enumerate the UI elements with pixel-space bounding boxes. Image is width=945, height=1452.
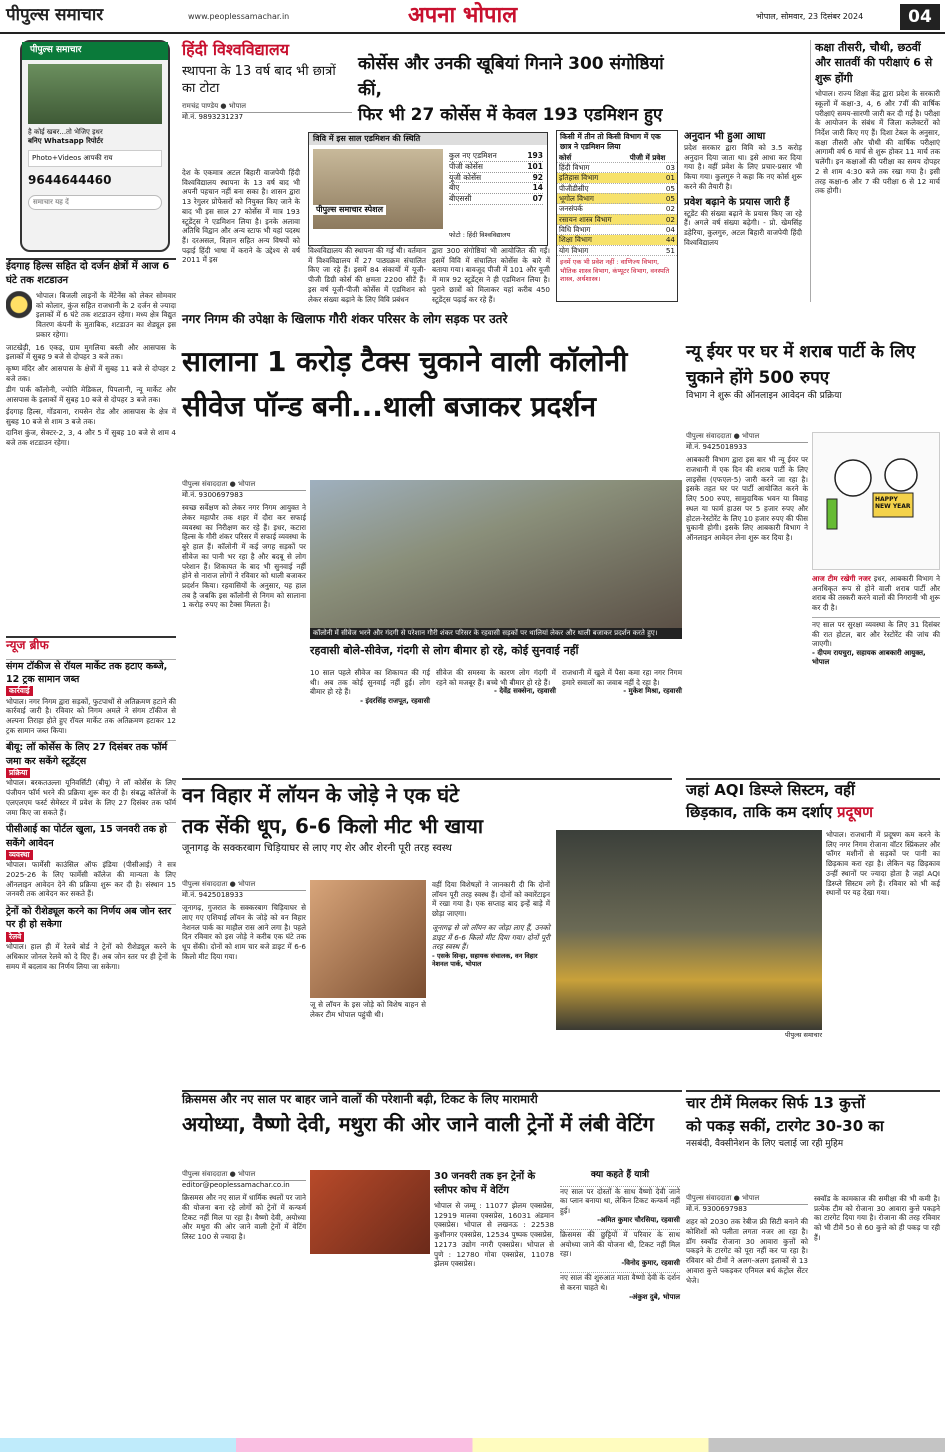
print-color-bar xyxy=(0,1438,945,1452)
dept-value: 04 xyxy=(628,225,677,235)
aqi-photo-credit: पीपुल्स समाचार xyxy=(785,1031,822,1039)
admission-stat-row xyxy=(449,183,543,194)
whatsapp-number: 9644644460 xyxy=(28,172,112,187)
protest-photo xyxy=(310,480,682,632)
stat-label: यूजी कोर्सेस xyxy=(449,172,482,182)
dept-value: 03 xyxy=(628,162,677,172)
liquor-byline: पीपुल्स संवाददाता ● भोपाल xyxy=(686,432,808,443)
section-title: अपना भोपाल xyxy=(408,3,518,28)
colony-kicker-box xyxy=(182,312,672,340)
admission-efforts-body: स्टूडेंट की संख्या बढ़ाने के प्रयास किए जा रहे हैं। अगले वर्ष संख्या बढ़ेगी। - प्रो. खेमसिंह डहेरिया, कुलगुरु, अटल बिहारी वाजपेयी हिंदी विश्वविद्यालय xyxy=(684,208,802,247)
bulb-icon xyxy=(6,291,32,325)
passenger-quote-by: -अंकुश दुबे, भोपाल xyxy=(629,1292,680,1301)
passenger-quotes xyxy=(560,1186,680,1302)
trains-waiting-box xyxy=(434,1170,554,1436)
stat-value: 101 xyxy=(527,161,543,171)
liquor-headline-box xyxy=(686,340,940,430)
page-number: 04 xyxy=(900,4,940,30)
passenger-quotes-title: क्या कहते हैं यात्री xyxy=(590,1170,650,1180)
stat-label: पीजी कोर्सेस xyxy=(449,161,483,171)
lion-side-box xyxy=(432,880,550,1080)
dept-row xyxy=(557,204,677,214)
shutdown-item: दानिश कुंज, सेक्टर-2, 3, 4 और 5 में सुबह 10 बजे से शाम 4 बजे तक शटडाउन रहेगा। xyxy=(6,428,176,448)
passenger-quote-text: नए साल पर दोस्तों के साथ वैष्णो देवी जाने का प्लान बनाया था, लेकिन टिकट कन्फर्म नहीं हुई। xyxy=(560,1186,680,1216)
colony-mob: मो.नं. 9300697983 xyxy=(182,491,244,500)
aqi-headline-red: प्रदूषण xyxy=(837,802,874,821)
admission-stat-row xyxy=(449,173,543,184)
dept-row xyxy=(557,225,677,235)
dept-col-pg: पीजी में प्रवेश xyxy=(628,153,677,163)
shutdown-headline: ईदगाह हिल्स सहित दो दर्जन क्षेत्रों में आज 6 घंटे तक शटडाउन xyxy=(6,261,170,286)
brief-tag: कार्रवाई xyxy=(6,686,33,696)
dept-box-title: किसी में तीन तो किसी विभाग में एक छात्र ने एडमिशन लिया xyxy=(560,132,661,151)
new-year-cartoon xyxy=(812,432,940,570)
protest-caption-box xyxy=(310,628,682,642)
passenger-quote-text: नए साल की शुरुआत माता वैष्णो देवी के दर्शन से करना चाहते थे। xyxy=(560,1273,680,1292)
train-photo xyxy=(310,1170,430,1254)
lion-caption: जू से लॉयन के इस जोड़े को विशेष वाहन से लेकर टीम भोपाल पहुंची थी। xyxy=(310,1000,426,1019)
dept-row xyxy=(557,235,677,245)
shutdown-item: जाटखेड़ी, 16 एकड़, ग्राम मुगलिया बस्ती और आसपास के इलाकों में सुबह 9 बजे से दोपहर 3 बजे तक। xyxy=(6,342,176,362)
hindi-univ-mob: मो.नं. 9893231237 xyxy=(182,112,244,121)
message-input[interactable]: समाचार यह दें xyxy=(28,195,162,210)
dogs-body-2-box xyxy=(814,1194,940,1436)
trains-headline-box xyxy=(182,1090,682,1170)
brief-headline: बीयू: लॉ कोर्सेस के लिए 27 दिसंबर तक फॉर्म जमा कर सकेंगे स्टूडेंट्स xyxy=(6,742,168,767)
dateline: भोपाल, सोमवार, 23 दिसंबर 2024 xyxy=(756,12,864,21)
dept-col-course: कोर्स xyxy=(557,153,628,163)
dept-row xyxy=(557,214,677,224)
trains-headline: अयोध्या, वैष्णो देवी, मथुरा की ओर जाने वाली ट्रेनों में लंबी वेटिंग xyxy=(182,1111,654,1136)
brief-tag: रेलवे xyxy=(6,932,24,942)
liquor-side-by: - दीपम रायचुरा, सहायक आबकारी आयुक्त, भोपाल xyxy=(812,649,926,667)
resident-quotes xyxy=(310,668,682,772)
aqi-body: भोपाल। राजधानी में प्रदूषण कम करने के लिए नगर निगम रोजाना वॉटर स्प्रिंकलर और फॉगर मशीनों से सड़कों पर पानी का छिड़काव करा रहा है। लेकिन यह छिड़काव उन्हीं स्थानों पर ज्यादा होता है जहां AQI डिस्प्ले सिस्टम लगे हैं। रविवार को भी कई स्थानों पर यह देखा गया। xyxy=(826,830,940,898)
lion-photo xyxy=(310,880,426,998)
lion-mob: मो.नं. 9425018933 xyxy=(182,891,244,900)
dept-name: भूगोल विभाग xyxy=(557,193,628,203)
aqi-headline-box xyxy=(686,778,940,824)
hindi-univ-body-1: देश के एकमात्र अटल बिहारी वाजपेयी हिंदी विश्वविद्यालय स्थापना के 13 वर्ष बाद भी अपनी पहचान नहीं बना सका है। शासन द्वारा 13 रेगुलर प्रोफेसरों को नियुक्त किए जाने के बाद भी इस साल 27 कोर्सेस में मात्र 193 स्टूडेंट्स ने एडमिशन लिया है। इनके अलावा अतिथि विद्वान और अन्य स्टाफ भी यहां पदस्थ हैं। दरअसल, विज्ञान सहित अन्य विषयों को पढ़ाई हिंदी भाषा में कराने के उद्देश्य से वर्ष 2011 में इस xyxy=(182,168,300,265)
dogs-headline-box xyxy=(686,1090,940,1200)
dept-note: इनमें एक भी प्रवेश नहीं : वाणिज्य विभाग, भौतिक शास्त्र विभाग, कंप्यूटर विभाग, वनस्पति शास्त्र, अर्थशास्त्र। xyxy=(560,258,670,283)
dept-value: 05 xyxy=(628,193,677,203)
hindi-univ-kicker: हिंदी विश्वविद्यालय xyxy=(182,40,289,59)
admission-stat-row xyxy=(449,162,543,173)
liquor-side-box xyxy=(812,574,940,774)
passenger-quote xyxy=(560,1229,680,1268)
lion-sub: जूनागढ़ के सक्करबाग चिड़ियाघर से लाए गए शेर और शेरनी पूरी तरह स्वस्थ xyxy=(182,843,452,854)
stat-value: 92 xyxy=(532,172,543,182)
dept-value: 05 xyxy=(628,183,677,193)
shutdown-item: ईदगाह हिल्स, गोंडवाना, रायसेन रोड और आसपास के क्षेत्र में सुबह 10 बजे से शाम 3 बजे तक। xyxy=(6,406,176,426)
dept-name: जनसंपर्क xyxy=(557,204,628,214)
dept-row xyxy=(557,162,677,172)
cartoon-illustration xyxy=(813,433,941,543)
admission-efforts-title: प्रवेश बढ़ाने के प्रयास जारी हैं xyxy=(684,196,790,208)
brief-item xyxy=(6,740,176,817)
dept-name: शिक्षा विभाग xyxy=(557,235,628,245)
trains-box-body: भोपाल से जम्मू : 11077 झेलम एक्सप्रेस, 12919 मालवा एक्सप्रेस, 16031 अंडमान एक्सप्रेस। भोपाल से लखनऊ : 22538 कुशीनगर एक्सप्रेस, 12534 पुष्पक एक्सप्रेस, 12173 उद्योग नगरी एक्सप्रेस। भोपाल से पुणे : 12780 गोवा एक्सप्रेस, 11078 झेलम एक्सप्रेस। xyxy=(434,1201,554,1269)
liquor-sub: विभाग ने शुरू की ऑनलाइन आवेदन की प्रक्रिया xyxy=(686,391,842,401)
passenger-quote-by: -अमित कुमार चौरसिया, रहवासी xyxy=(597,1215,680,1224)
colony-byline: पीपुल्स संवाददाता ● भोपाल xyxy=(182,480,306,491)
dogs-body: शहर को 2030 तक रेबीज फ्री सिटी बनाने की कोशिशों को पलीता लगता नजर आ रहा है। डॉग स्क्वॉड रोजाना 30 आवारा कुत्तों को पकड़ने के टारगेट को पूरा नहीं कर पा रहा है। रविवार को टीमों ने अलग-अलग इलाकों से 13 आवारा कुत्ते पकड़कर एनिमल बर्थ कंट्रोल सेंटर भेजे। xyxy=(686,1217,808,1285)
lion-body-box xyxy=(182,880,306,1080)
university-building-photo xyxy=(313,149,443,229)
liquor-mob: मो.नं. 9425018933 xyxy=(686,443,748,452)
lion-headline-1: वन विहार में लॉयन के जोड़े ने एक घंटे xyxy=(182,783,460,807)
dept-table xyxy=(557,153,677,257)
dogs-sub: नसबंदी, वैक्सीनेशन के लिए चलाई जा रही मुहिम xyxy=(686,1138,844,1149)
lion-side-text: वहीं दिया विशेषज्ञों ने जानकारी दी कि दोनों लॉयन पूरी तरह स्वस्थ हैं। दोनों को क्वारेंटाइन में रखा गया है। एक सप्ताह बाद इन्हें बाड़े में छोड़ा जाएगा। xyxy=(432,880,550,919)
liquor-side-note: नए साल पर सुरक्षा व्यवस्था के लिए 31 दिसंबर की रात होटल, बार और रेस्टोरेंट की जांच की जाएगी। xyxy=(812,617,940,649)
passenger-quote-by: -विनोद कुमार, रहवासी xyxy=(621,1259,680,1268)
stat-label: बीए xyxy=(449,183,460,193)
stat-label: कुल नए एडमिशन xyxy=(449,151,497,160)
cartoon-text: इधर, आबकारी विभाग ने अनधिकृत रूप से होने वाली शराब पार्टी और शराब की तस्करी करने वालों की निगरानी भी शुरू कर दी है। xyxy=(812,574,940,613)
colony-body-box xyxy=(182,480,306,640)
dept-value: 02 xyxy=(628,214,677,224)
liquor-body: आबकारी विभाग द्वारा इस बार भी न्यू ईयर पर राजधानी में एक दिन की शराब पार्टी के लिए लाइसेंस (एफएल-5) जारी करने जा रहा है। इसके तहत घर पर पार्टी आयोजित करने के लिए 500 रुपए, सामुदायिक भवन या विवाह स्थल या फार्म हाउस पर 5 हजार रुपए और होटल-रेस्टोरेंट के लिए 10 हजार रुपए की फीस चुकानी होगी। इसके लिए आबकारी विभाग ने ऑनलाइन आवेदन लेना शुरू कर दिया है। xyxy=(686,455,808,542)
brief-item xyxy=(6,822,176,899)
aqi-credit-box xyxy=(556,1030,822,1042)
lion-byline: पीपुल्स संवाददाता ● भोपाल xyxy=(182,880,306,891)
colony-headline-2: सीवेज पॉन्ड बनी...थाली बजाकर प्रदर्शन xyxy=(182,389,597,423)
lion-caption-box xyxy=(310,1000,426,1080)
hindi-univ-headline-1: कोर्सेस और उनकी खूबियां गिनाने 300 संगोष्ठियां कीं, xyxy=(358,54,664,100)
resident-quote xyxy=(310,668,430,772)
trains-body: क्रिसमस और नए साल में धार्मिक स्थलों पर जाने की योजना बना रहे लोगों को ट्रेनों में कन्फर्म टिकट नहीं मिल पा रहा है। वैष्णो देवी, अयोध्या और मथुरा की ओर जाने वाली ट्रेनों में वेटिंग लिस्ट 100 से ज्यादा है। xyxy=(182,1193,306,1242)
dept-row xyxy=(557,193,677,203)
shutdown-list xyxy=(6,343,176,448)
cartoon-title: आज टीम रखेगी नजर xyxy=(812,574,871,583)
exams-body: भोपाल। राज्य शिक्षा केंद्र द्वारा प्रदेश के सरकारी स्कूलों में कक्षा-3, 4, 6 और 7वीं की वार्षिक परीक्षाएं समय-सारणी जारी कर दी गई है। परीक्षा के आयोजन के संबंध में जिला कलेक्टरों को निर्देश जारी किए गए हैं। दिशा टेबल के अनुसार, कक्षा तीसरी और चौथी की वार्षिक परीक्षाएं आगामी वर्ष 6 मार्च से शुरू होकर 11 मार्च तक चलेंगी। इन कक्षाओं की परीक्षा का समय दोपहर 2 से शाम 4:30 बजे तक रखा गया है। इसी तरह कक्षा-6 और 7 की परीक्षा 6 से 12 मार्च तक होगी। xyxy=(815,89,940,196)
cartoon-sign: HAPPY NEW YEAR xyxy=(875,496,911,510)
lion-quote: जूनागढ़ से जो लॉयन का जोड़ा लाए हैं, उनको डाइट में 6-6 किलो मीट दिया गया। दोनों पूरी तरह स्वस्थ हैं। xyxy=(432,922,550,952)
brief-headline: संगम टॉकीज से रॉयल मार्केट तक हटाए कब्जे, 12 ट्रक सामान जब्त xyxy=(6,660,168,685)
news-brief-column xyxy=(6,636,176,1436)
dept-row xyxy=(557,245,677,255)
passenger-quotes-box xyxy=(560,1170,680,1436)
resident-quote-by: - इंदरसिंह राजपूत, रहवासी xyxy=(360,697,430,706)
trains-email[interactable]: editor@peoplessamachar.co.in xyxy=(182,1181,290,1190)
hindi-univ-body-3: द्वारा 300 संगोष्ठियां भी आयोजित की गईं। इसमें विवि में संचालित कोर्सेस के बारे में बताया गया। बावजूद पीजी में 101 और यूजी में मात्र 92 स्टूडेंट्स ने ही एडमिशन लिया है। पुराने छात्रों को मिलाकर यहां करीब 450 स्टूडेंट्स पढ़ाई कर रहे हैं। xyxy=(432,246,550,304)
whatsapp-reporter-ad xyxy=(20,40,170,252)
colony-headline-box xyxy=(182,340,682,470)
passenger-quote xyxy=(560,1272,680,1302)
trains-body-box xyxy=(182,1170,306,1436)
trains-byline: पीपुल्स संवाददाता ● भोपाल xyxy=(182,1170,306,1181)
photo-caption: फोटो : हिंदी विश्वविद्यालय xyxy=(449,231,511,239)
colony-body: स्वच्छ सर्वेक्षण को लेकर नगर निगम आयुक्त ने लेकर महापौर तक शहर में दौरा कर सफाई व्यवस्था का निरीक्षण कर रहे हैं। इधर, कटारा हिल्स के गौरी शंकर परिसर में सफाई व्यवस्था के बुरे हाल हैं। कॉलोनी में कई जगह सड़कों पर सीवेज का पानी भर रहा है और बदबू से लोग परेशान हैं। शिकायत के बाद भी सुनवाई नहीं होने से नाराज लोगों ने रविवार को थाली बजाकर प्रदर्शन किया। रहवासियों के अनुसार, यह हाल तब है जबकि इस कॉलोनी से निगम को सालाना 1 करोड़ रुपए का टैक्स मिलता है। xyxy=(182,503,306,610)
resident-quote-by: - देवेंद्र सक्सेना, रहवासी xyxy=(494,687,556,696)
shutdown-body: भोपाल। बिजली लाइनों के मेंटेनेंस को लेकर सोमवार को कोलार, कुंज सहित राजधानी के 2 दर्जन से ज्यादा इलाकों में 6 घंटे तक शटडाउन रहेगा। मध्य क्षेत्र विद्युत वितरण कंपनी के मुताबिक, शटडाउन का शेड्यूल इस प्रकार रहेगा। xyxy=(36,291,176,339)
ad-photo xyxy=(28,64,162,124)
admission-stats-box xyxy=(308,132,548,246)
resident-quote xyxy=(562,668,682,772)
dept-name: विधि विभाग xyxy=(557,225,628,235)
shutdown-item: कृष्ण मंदिर और आसपास के क्षेत्रों में सुबह 11 बजे से दोपहर 2 बजे तक। xyxy=(6,364,176,383)
resident-quote-text: राजधानी में खुले में पैसा कमा रहा नगर निगम हमारे सवालों का जवाब नहीं दे रहा है। xyxy=(562,668,682,687)
hindi-univ-body-2: विश्वविद्यालय की स्थापना की गई थी। वर्तमान में विश्वविद्यालय में 27 पाठ्यक्रम संचालित किए जा रहे हैं। इसमें 84 संकायों में यूजी-पीजी डिग्री कोर्स की क्षमता 2200 सीटें हैं। इस वर्ष यूजी-पीजी कोर्सेस में एडमिशन को लेकर संख्या बढ़ाने के लिए विवि प्रबंधन xyxy=(308,246,426,304)
stat-value: 14 xyxy=(532,183,543,193)
protest-caption: कॉलोनी में सीवेज भरने और गंदगी से परेशान गौरी शंकर परिसर के रहवासी सड़कों पर थालियां लेकर और थाली बजाकर प्रदर्शन करते हुए। xyxy=(310,628,682,639)
dept-name: इतिहास विभाग xyxy=(557,173,628,183)
resident-quote-text: 10 साल पहले सीवेज का शिकायत की गई थी। अब तक कोई सुनवाई नहीं हुई। लोग बीमार हो रहे हैं। xyxy=(310,668,430,697)
hindi-univ-sub: स्थापना के 13 वर्ष बाद भी छात्रों का टोटा xyxy=(182,63,336,97)
brief-headline: ट्रेनों को रीशेड्यूल करने का निर्णय अब जोन स्तर पर ही हो सकेगा xyxy=(6,906,172,931)
ad-tagline-1: है कोई खबर...तो भेजिए इधर xyxy=(28,127,103,136)
admission-stats-title: विवि में इस साल एडमिशन की स्थिति xyxy=(309,133,547,145)
brief-body: भोपाल। नगर निगम द्वारा सड़कों, फुटपाथों से अतिक्रमण हटाने की कार्रवाई जारी है। रविवार को निगम अमले ने संगम टॉकीज से अल्पना तिराहा होते हुए रॉयल मार्केट तक अतिक्रमण हटाकर 12 ट्रक सामान जब्त किया। xyxy=(6,696,176,735)
resident-quote-by: - मुकेश मिश्रा, रहवासी xyxy=(623,687,682,696)
resident-quote xyxy=(436,668,556,772)
brief-tag: प्रक्रिया xyxy=(6,768,30,778)
passenger-quote xyxy=(560,1186,680,1225)
liquor-headline: न्यू ईयर पर घर में शराब पार्टी के लिए चुकाने होंगे 500 रुपए xyxy=(686,342,916,388)
dogs-body-2: स्क्वॉड के कामकाज की समीक्षा की भी कमी है। प्रत्येक टीम को रोजाना 30 आवारा कुत्ते पकड़ने का टारगेट दिया गया है। रोजाना की तरह रविवार को भी टीमें 50 से 60 कुत्ते को ही पकड़ पा रही हैं। xyxy=(814,1194,940,1242)
hindi-univ-byline: रामचंद्र पाण्डेय ● भोपाल xyxy=(182,102,352,113)
dept-name: रसायन शास्त्र विभाग xyxy=(557,214,628,224)
water-sprinkler-photo xyxy=(556,830,822,1030)
brief-body: भोपाल। बरकतउल्ला यूनिवर्सिटी (बीयू) ने लॉ कोर्सेस के लिए पंजीयन फॉर्म भरने की प्रक्रिया शुरू कर दी है। संबद्ध कॉलेजों के एलएलएम फर्स्ट सेमेस्टर में प्रवेश के लिए 27 दिसंबर तक फॉर्म जमा किए जा सकते हैं। xyxy=(6,778,176,817)
ad-fields: Photo+Videos आपकी राय xyxy=(28,150,162,167)
brief-body: भोपाल। हाल ही में रेलवे बोर्ड ने ट्रेनों को रीशेड्यूल करने के अधिकार जोनल रेलवे को दे दिए हैं। अब जोन स्तर पर ही ट्रेनों के समय में बदलाव का निर्णय लिया जा सकेगा। xyxy=(6,942,176,971)
news-brief-list xyxy=(6,659,176,972)
dept-name: योग विभाग xyxy=(557,245,628,255)
resident-quote-text: सीवेज की समस्या के कारण लोग गंदगी में रहने को मजबूर हैं। बच्चे भी बीमार हो रहे हैं। xyxy=(436,668,556,687)
exams-headline: कक्षा तीसरी, चौथी, छठवीं और सातवीं की परीक्षाएं 6 से शुरू होंगी xyxy=(815,41,933,85)
passenger-quote-text: क्रिसमस की छुट्टियों में परिवार के साथ अयोध्या जाने की योजना थी, टिकट नहीं मिल रहा। xyxy=(560,1229,680,1259)
hindi-univ-headline-2: फिर भी 27 कोर्सेस में केवल 193 एडमिशन हुए xyxy=(358,105,663,125)
dept-value: 02 xyxy=(628,204,677,214)
masthead xyxy=(0,0,945,34)
lion-quote-by: - एसके सिन्हा, सहायक संचालक, वन विहार नेशनल पार्क, भोपाल xyxy=(432,952,538,969)
colony-headline-1: सालाना 1 करोड़ टैक्स चुकाने वाली कॉलोनी xyxy=(182,345,628,378)
exams-story xyxy=(810,40,940,302)
news-brief-title: न्यूज ब्रीफ xyxy=(6,638,49,652)
colony-subhead-box xyxy=(310,644,682,664)
colony-subhead: रहवासी बोले-सीवेज, गंदगी से लोग बीमार हो रहे, कोई सुनवाई नहीं xyxy=(310,644,579,657)
trains-box-title: 30 जनवरी तक इन ट्रेनों के स्लीपर कोच में वेटिंग xyxy=(434,1171,536,1196)
aqi-body-box xyxy=(826,830,940,1040)
shutdown-story xyxy=(6,258,176,630)
admission-stats-list xyxy=(449,151,543,205)
special-badge: पीपुल्स समाचार स्पेशल xyxy=(313,205,386,215)
dept-admission-box xyxy=(556,130,678,302)
ad-tagline-2: बनिए Whatsapp रिपोर्टर xyxy=(28,136,103,145)
aqi-headline-2: छिड़काव, ताकि कम दर्शाए xyxy=(686,802,833,821)
brief-headline: पीसीआई का पोर्टल खुला, 15 जनवरी तक हो सकेंगे आवेदन xyxy=(6,824,167,849)
dogs-byline: पीपुल्स संवाददाता ● भोपाल xyxy=(686,1194,808,1205)
lion-headline-2: तक सेंकी धूप, 6-6 किलो मीट भी खाया xyxy=(182,814,484,838)
stat-label: बीएससी xyxy=(449,194,472,203)
dogs-body-box xyxy=(686,1194,808,1436)
dogs-headline-1: चार टीमें मिलकर सिर्फ 13 कुत्तों xyxy=(686,1094,865,1112)
trains-kicker: क्रिसमस और नए साल पर बाहर जाने वालों की परेशानी बढ़ी, टिकट के लिए मारामारी xyxy=(182,1092,538,1106)
dogs-headline-2: को पकड़ सकीं, टारगेट 30-30 का xyxy=(686,1117,884,1136)
admission-stat-row xyxy=(449,151,543,162)
liquor-body-box xyxy=(686,432,808,772)
dept-row xyxy=(557,173,677,183)
dept-value: 44 xyxy=(628,235,677,245)
shutdown-item: डीग पार्क कॉलोनी, ज्योति मेडिकल, पिपलानी, न्यू मार्केट और आसपास के इलाकों में सुबह 10 बजे से दोपहर 3 बजे तक। xyxy=(6,385,176,405)
dept-name: पीजीडीसीए xyxy=(557,183,628,193)
lion-body: जूनागढ़, गुजरात के सक्करबाग चिड़ियाघर से लाए गए एशियाई लॉयन के जोड़े को वन विहार नेशनल पार्क का माहौल रास आने लगा है। पहले दिन रविवार को इस जोड़े ने करीब एक घंटे तक धूप सेंकी। दोनों को शाम चार बजे डाइट में 6-6 किलो मीट दिया गया। xyxy=(182,903,306,961)
stat-value: 07 xyxy=(532,194,543,203)
dept-name: हिंदी विभाग xyxy=(557,162,628,172)
brief-item xyxy=(6,659,176,736)
dogs-mob: मो.नं. 9300697983 xyxy=(686,1205,748,1214)
aqi-headline-1: जहां AQI डिस्प्ले सिस्टम, वहीं xyxy=(686,781,855,799)
ad-header: पीपुल्स समाचार xyxy=(22,42,168,60)
grant-halved-title: अनुदान भी हुआ आधा xyxy=(684,131,766,142)
colony-kicker: नगर निगम की उपेक्षा के खिलाफ गौरी शंकर परिसर के लोग सड़क पर उतरे xyxy=(182,312,508,326)
newspaper-logo: पीपुल्स समाचार xyxy=(6,5,104,25)
grant-halved-body: प्रदेश सरकार द्वारा विवि को 3.5 करोड़ अनुदान दिया जाता था। इसे आधा कर दिया गया है। वहीं प्रवेश के लिए प्रचार-प्रसार भी किया गया। कुलगुरु ने कहा कि नए कोर्स शुरू करने की तैयारी है। xyxy=(684,143,802,191)
brief-body: भोपाल। फार्मेसी काउंसिल ऑफ इंडिया (पीसीआई) ने सत्र 2025-26 के लिए फार्मेसी कॉलेज की मान्यता के लिए ऑनलाइन आवेदन देने की प्रक्रिया शुरू कर दी है। संस्थान 15 जनवरी तक आवेदन कर सकते हैं। xyxy=(6,860,176,899)
brief-item xyxy=(6,904,176,971)
admission-stat-row xyxy=(449,194,543,205)
stat-value: 193 xyxy=(527,151,543,160)
hindi-univ-headline xyxy=(358,52,678,125)
dept-value: 51 xyxy=(628,245,677,255)
site-url[interactable]: www.peoplessamachar.in xyxy=(188,12,290,21)
grant-halved-section xyxy=(684,130,802,247)
dept-row xyxy=(557,183,677,193)
brief-tag: व्यवस्था xyxy=(6,850,33,860)
dept-value: 01 xyxy=(628,173,677,183)
